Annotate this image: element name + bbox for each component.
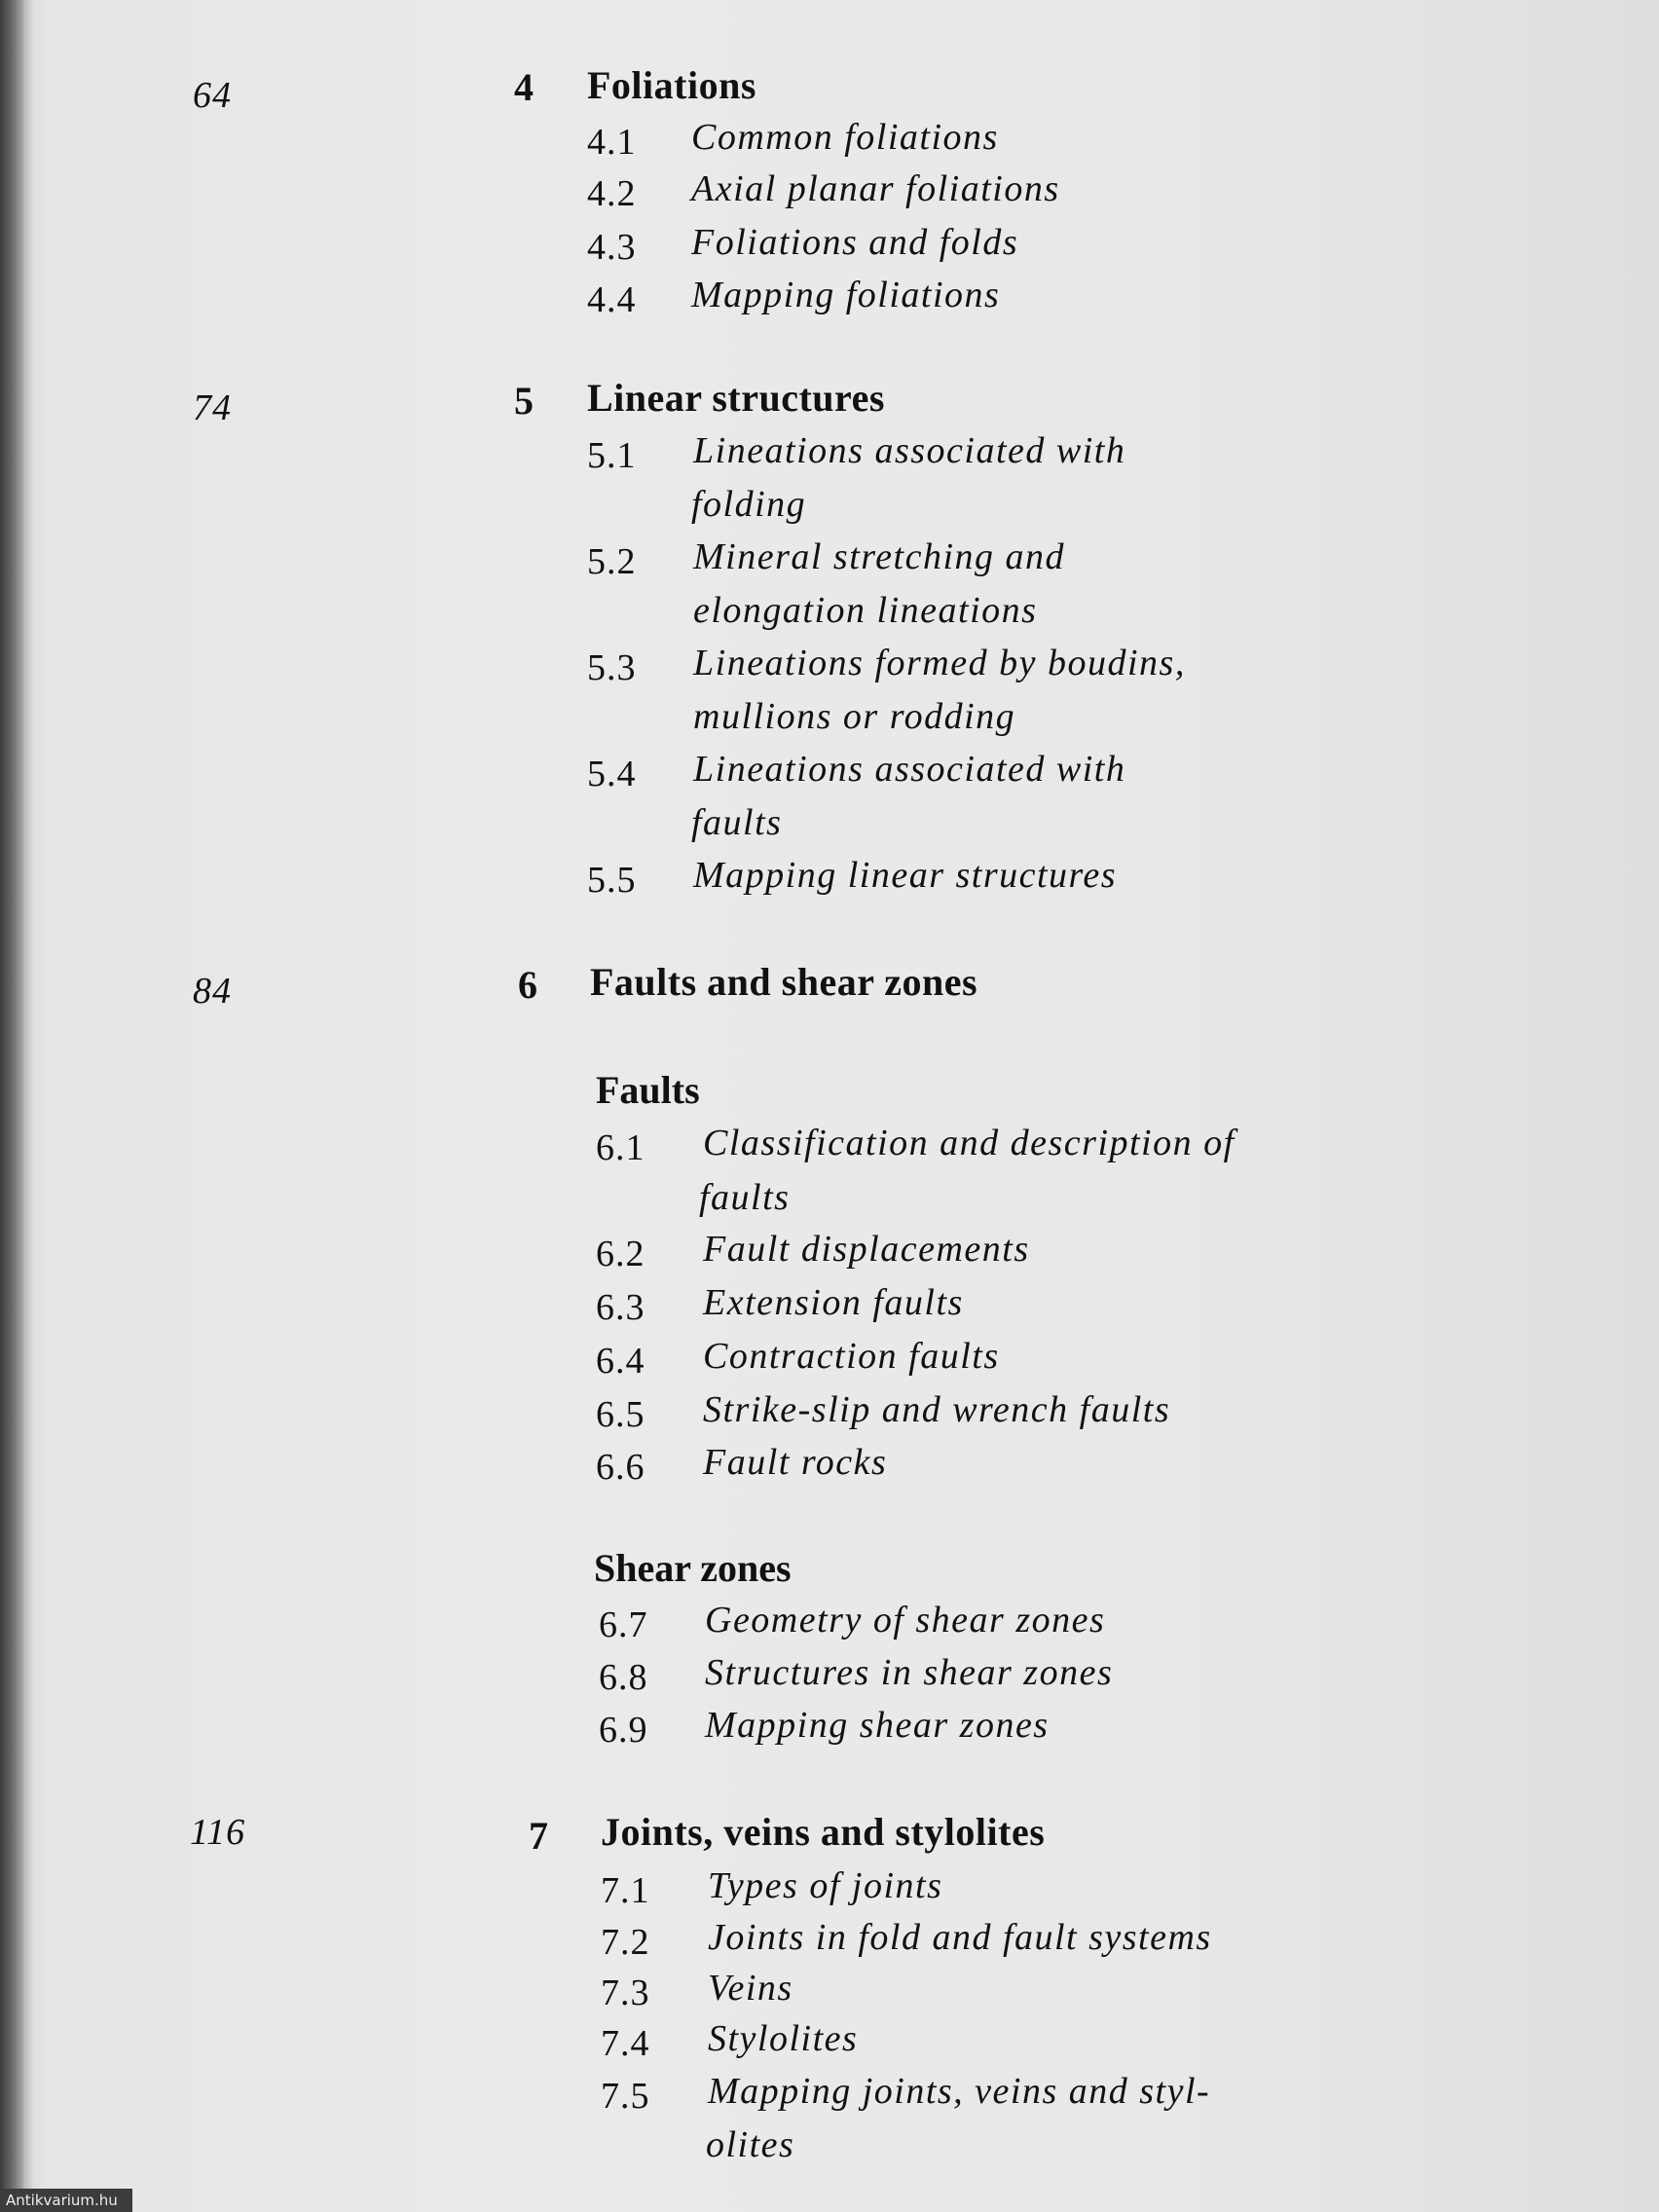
subsection-heading: Shear zones [594,1546,792,1590]
section-number: 5.2 [587,541,637,582]
section-title: Types of joints [708,1865,943,1906]
section-number: 6.5 [596,1394,645,1435]
chapter-number: 6 [518,963,537,1007]
section-title-continued: elongation lineations [693,590,1038,631]
section-number: 6.2 [596,1234,645,1274]
section-number: 4.1 [587,122,637,163]
section-title: Geometry of shear zones [705,1600,1106,1641]
section-title: Strike-slip and wrench faults [703,1389,1171,1430]
book-spine-shadow [0,0,23,2212]
section-title-continued: folding [691,484,807,525]
section-number: 5.5 [587,860,637,901]
section-number: 4.2 [587,173,637,214]
section-title: Mapping foliations [691,275,1001,315]
section-number: 6.9 [599,1710,648,1751]
chapter-number: 4 [514,65,534,109]
page-number: 74 [193,387,232,428]
section-number: 7.3 [601,1972,650,2013]
section-title: Joints in fold and fault systems [708,1917,1212,1958]
section-title: Common foliations [691,117,999,158]
section-title: Lineations associated with [693,749,1126,790]
section-title-continued: mullions or rodding [693,696,1016,737]
section-number: 4.3 [587,227,637,268]
section-title: Stylolites [708,2018,859,2059]
section-number: 7.5 [601,2076,650,2117]
chapter-number: 5 [514,379,534,423]
section-title: Axial planar foliations [691,168,1060,209]
chapter-title: Linear structures [587,376,885,420]
section-title: Structures in shear zones [705,1652,1114,1693]
chapter-title: Faults and shear zones [590,960,978,1004]
page-number: 116 [190,1812,246,1853]
section-title: Mineral stretching and [693,536,1065,577]
section-title: Lineations formed by boudins, [693,643,1186,683]
section-number: 7.2 [601,1922,650,1963]
section-number: 4.4 [587,279,637,320]
book-gutter [23,0,33,2212]
section-number: 6.6 [596,1447,645,1488]
section-title: Classification and description of [703,1123,1235,1163]
subsection-heading: Faults [596,1068,700,1112]
section-title: Foliations and folds [691,222,1019,263]
section-title-continued: faults [691,802,783,843]
watermark: Antikvarium.hu [0,2189,132,2212]
section-title: Extension faults [703,1282,964,1323]
chapter-title: Joints, veins and stylolites [601,1810,1046,1854]
section-number: 6.8 [599,1657,648,1698]
section-number: 7.4 [601,2023,650,2064]
section-title: Veins [708,1968,793,2009]
section-title-continued: faults [699,1177,791,1218]
section-number: 5.1 [587,435,637,476]
section-title-continued: olites [706,2124,795,2165]
section-number: 5.3 [587,647,637,688]
section-title: Lineations associated with [693,430,1126,471]
section-number: 5.4 [587,754,637,794]
section-title: Mapping shear zones [705,1705,1050,1746]
section-number: 6.3 [596,1287,645,1328]
page-number: 64 [193,75,232,116]
section-title: Contraction faults [703,1336,1000,1377]
section-number: 6.4 [596,1341,645,1382]
section-title: Fault displacements [703,1229,1030,1270]
page-number: 84 [193,971,232,1012]
chapter-title: Foliations [587,63,756,107]
section-title: Mapping linear structures [693,855,1118,896]
section-title: Fault rocks [703,1442,888,1483]
chapter-number: 7 [529,1814,548,1858]
section-title: Mapping joints, veins and styl- [708,2071,1211,2112]
section-number: 7.1 [601,1870,650,1911]
section-number: 6.7 [599,1604,648,1645]
section-number: 6.1 [596,1127,645,1168]
